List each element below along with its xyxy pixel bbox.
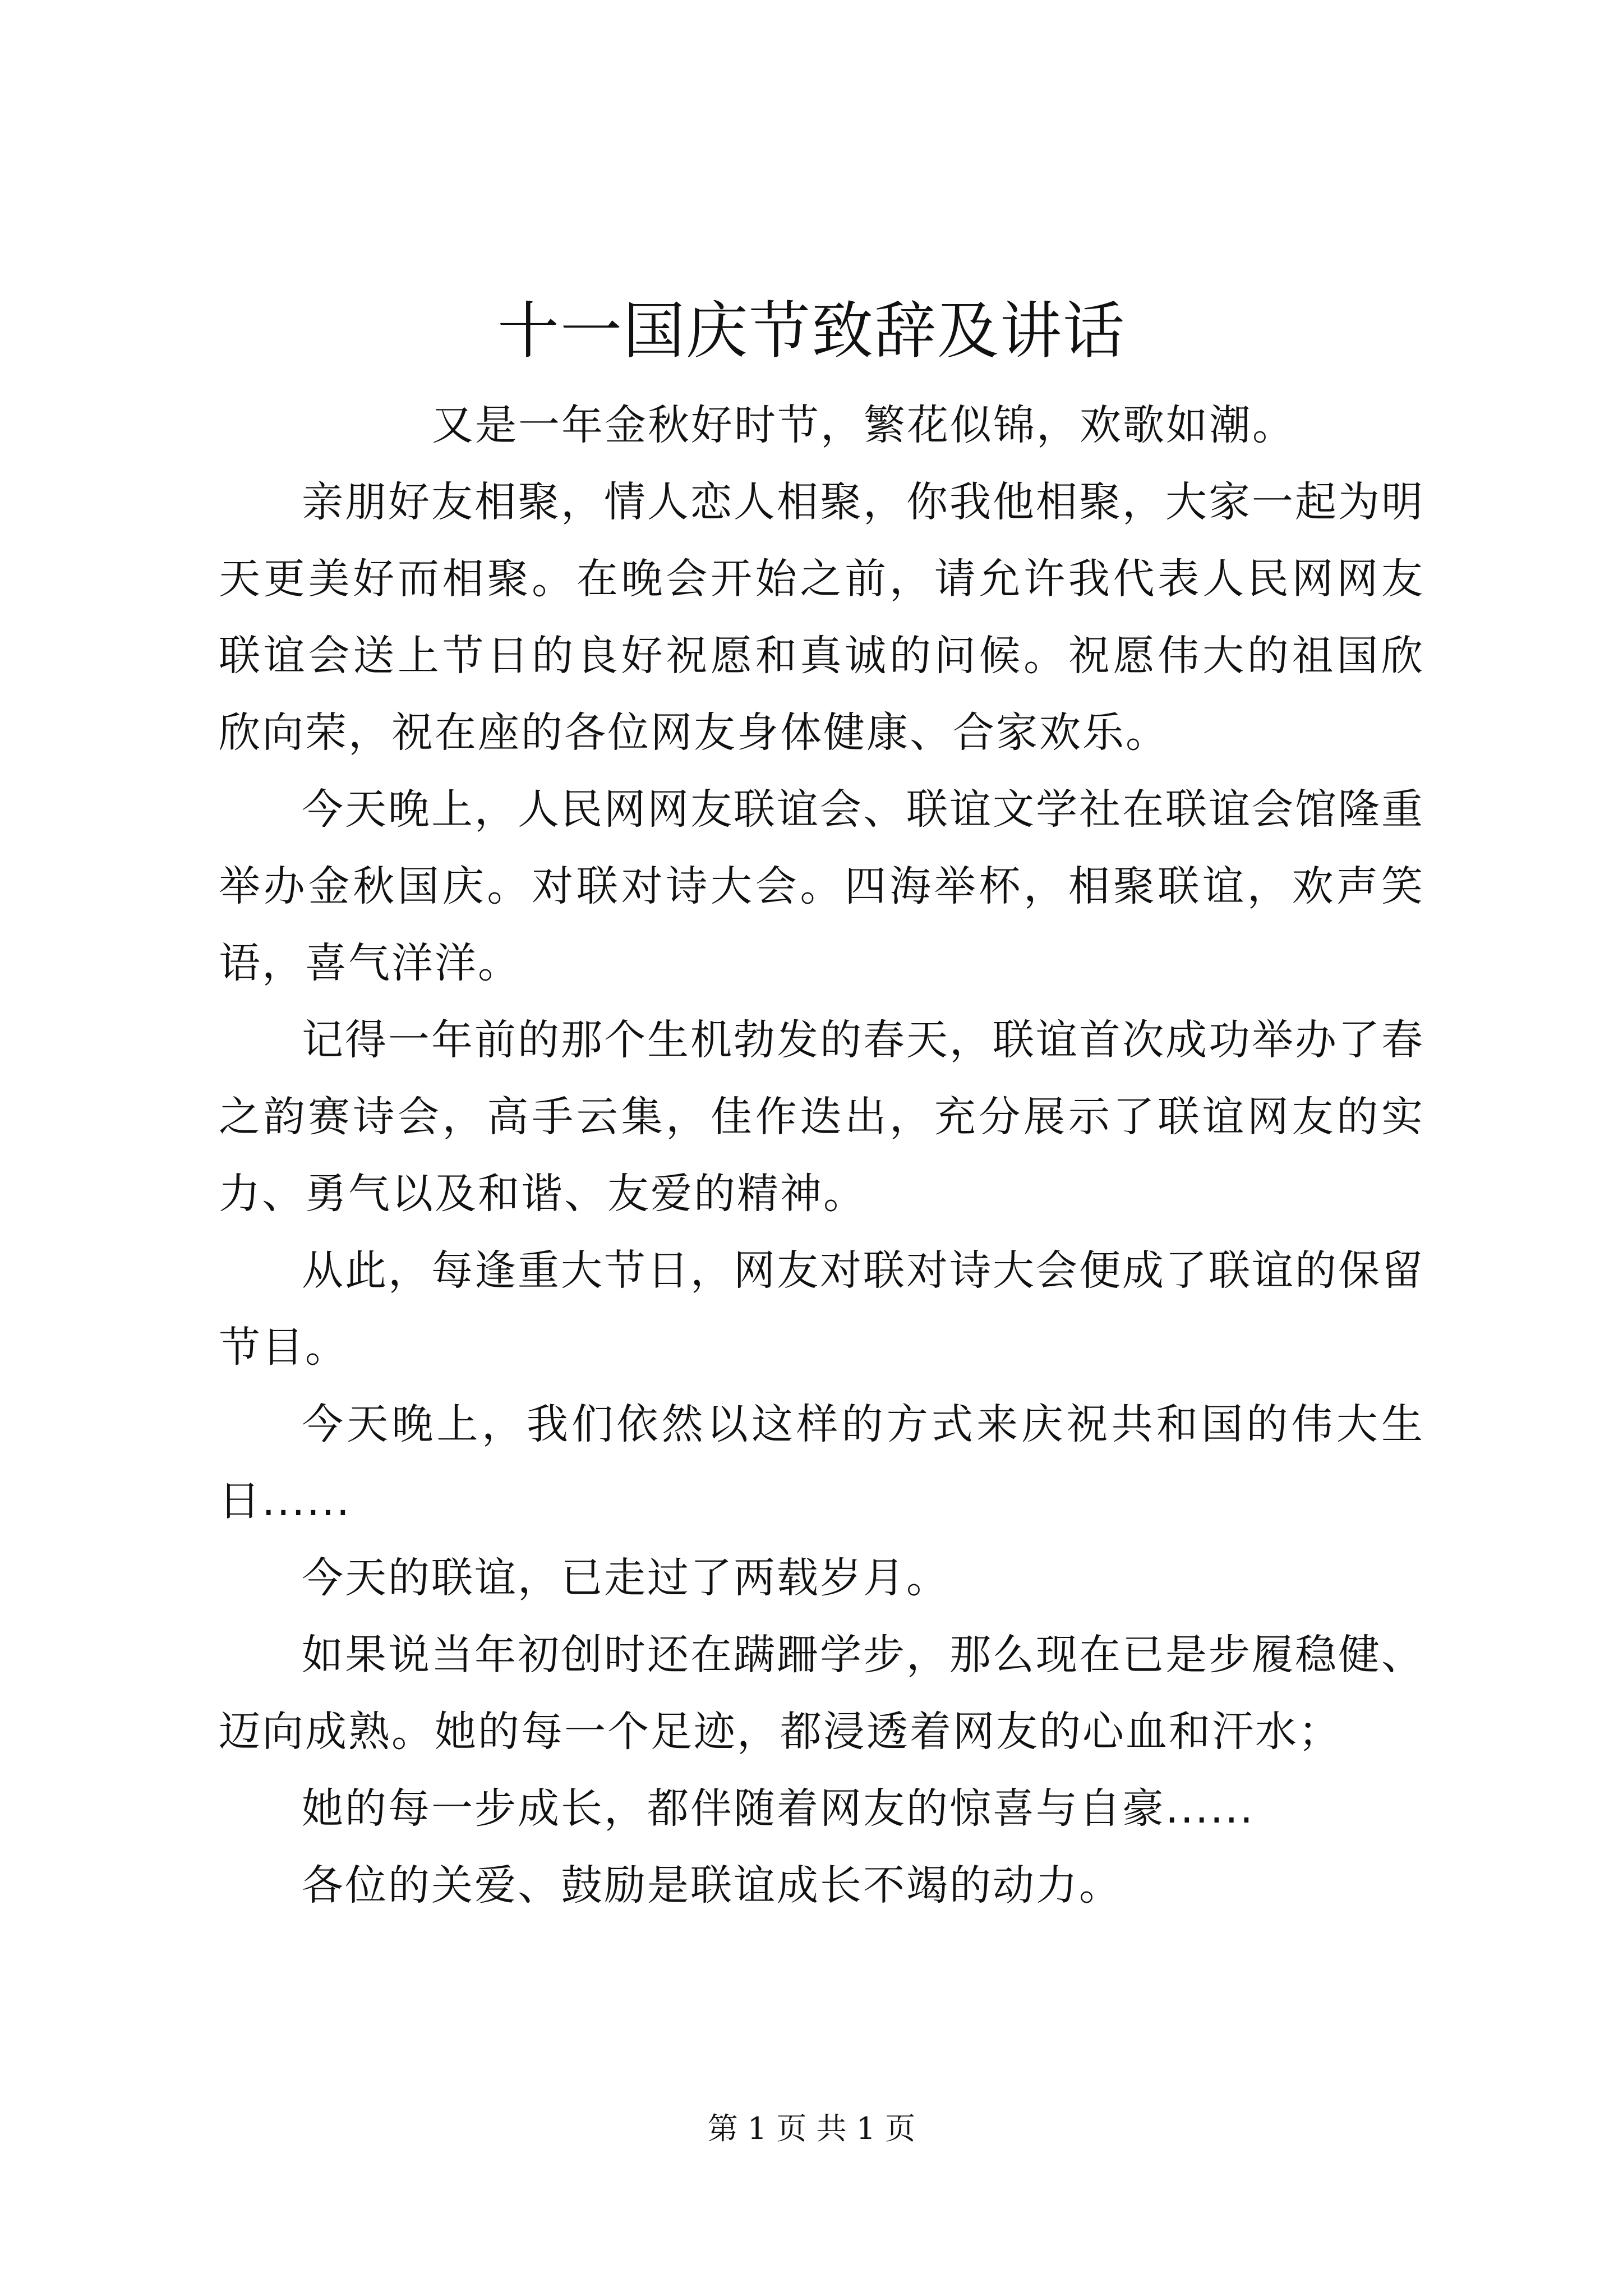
paragraph-6: 今天晚上，我们依然以这样的方式来庆祝共和国的伟大生日...... — [219, 1400, 1424, 1525]
paragraph-5: 从此，每逢重大节日，网友对联对诗大会便成了联谊的保留节目。 — [219, 1246, 1424, 1372]
paragraph-1: 又是一年金秋好时节，繁花似锦，欢歌如潮。 — [432, 401, 1295, 449]
paragraph-8: 如果说当年初创时还在蹒跚学步，那么现在已是步履稳健、迈向成熟。她的每一个足迹，都浸透着网友的心血和汗水； — [219, 1631, 1424, 1756]
paragraph-2: 亲朋好友相聚，情人恋人相聚，你我他相聚，大家一起为明天更美好而相聚。在晚会开始之前，请允许我代表人民网网友联谊会送上节日的良好祝愿和真诚的问候。祝愿伟大的祖国欣欣向荣，祝在座的各位网友身体健康、合家欢乐。 — [219, 478, 1424, 757]
paragraph-3: 今天晚上，人民网网友联谊会、联谊文学社在联谊会馆隆重举办金秋国庆。对联对诗大会。四海举杯，相聚联谊，欢声笑语，喜气洋洋。 — [219, 785, 1424, 987]
paragraph-7: 今天的联谊，已走过了两载岁月。 — [302, 1554, 949, 1602]
paragraph-4: 记得一年前的那个生机勃发的春天，联谊首次成功举办了春之韵赛诗会，高手云集，佳作迭出，充分展示了联谊网友的实力、勇气以及和谐、友爱的精神。 — [219, 1016, 1424, 1218]
page-footer: 第 1 页 共 1 页 — [707, 2111, 916, 2146]
document-title: 十一国庆节致辞及讲话 — [497, 295, 1126, 367]
paragraph-10: 各位的关爱、鼓励是联谊成长不竭的动力。 — [302, 1861, 1122, 1910]
document-body — [219, 387, 1424, 1924]
paragraph-9: 她的每一步成长，都伴随着网友的惊喜与自豪...... — [302, 1784, 1255, 1833]
